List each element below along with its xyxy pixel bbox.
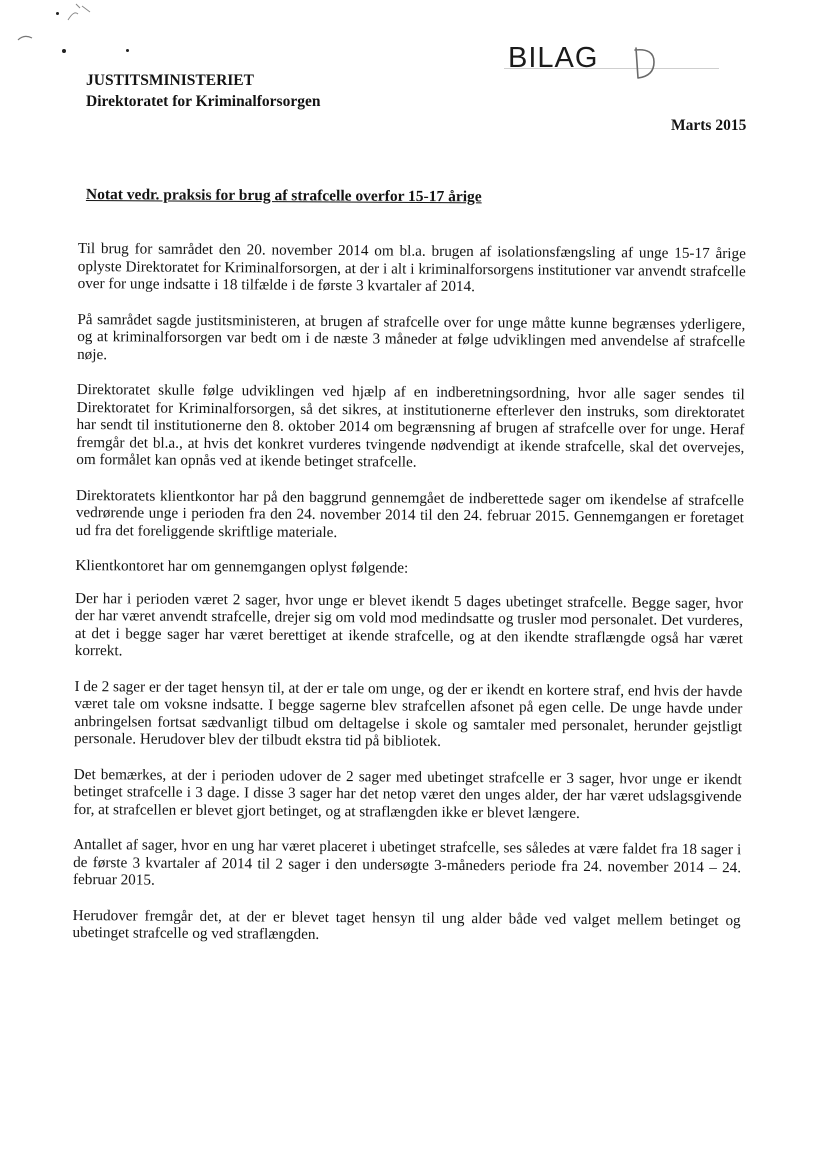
scan-scribble bbox=[64, 2, 94, 24]
bilag-stamp: BILAG bbox=[508, 42, 599, 74]
document-title: Notat vedr. praksis for brug af strafcelle overfor 15-17 årige bbox=[85, 186, 482, 206]
scan-scribble bbox=[16, 32, 36, 44]
body-paragraph: Klientkontoret har om gennemgangen oplyst følgende: bbox=[75, 556, 409, 577]
document-date: Marts 2015 bbox=[671, 117, 747, 134]
directorate-name: Direktoratet for Kriminalforsorgen bbox=[86, 93, 321, 110]
body-paragraph: Antallet af sager, hvor en ung har været placeret i ubetinget strafcelle, ses således at være faldet fra 18 sager i de første 3 kvartaler af 2014 til 2 sager i den undersøgte 3-måneders periode fra 24. november 2014 – 24. februar 2015. bbox=[72, 835, 742, 889]
stamp-underline bbox=[504, 68, 719, 69]
scan-speck bbox=[62, 49, 66, 53]
ministry-name: JUSTITSMINISTERIET bbox=[86, 72, 254, 89]
scan-speck bbox=[126, 49, 129, 52]
body-paragraph: Direktoratet skulle følge udviklingen ved hjælp af en indberetningsordning, hvor alle sager sendes til Direktoratet for Kriminalforsorgen, så det sikres, at institutionerne efterlever den instruks, som direktoratet har sendt til institutionerne den 8. oktober 2014 om begrænsning af brugen af strafcelle over for unge. Heraf fremgår det bl.a., at hvis det konkret vurderes tvingende nødvendigt at ikende strafcelle, skal det overvejes, om formålet kan opnås ved at ikende betinget strafcelle. bbox=[76, 380, 745, 471]
handwritten-letter-d bbox=[630, 44, 660, 84]
body-paragraph: Direktoratets klientkontor har på den baggrund gennemgået de indberettede sager om ikendelse af strafcelle vedrørende unge i perioden fra den 24. november 2014 til den 24. februar 2015. Gennemgangen er foretaget ud fra det foreliggende skriftlige materiale. bbox=[75, 486, 745, 541]
body-paragraph: Det bemærkes, at der i perioden udover de 2 sager med ubetinget strafcelle er 3 sager, hvor unge er ikendt betinget strafcelle i 3 dage. I disse 3 sager har det netop været den unges alder, der har været udslagsgivende for, at strafcellen er blevet gjort betinget, og at straflængden ikke er blevet længere. bbox=[73, 765, 742, 822]
body-paragraph: Herudover fremgår det, at der er blevet taget hensyn til ung alder både ved valget mellem betinget og ubetinget strafcelle og ved straflængden. bbox=[72, 906, 741, 943]
body-paragraph: I de 2 sager er der taget hensyn til, at der er tale om unge, og der er ikendt en kortere straf, end hvis der havde været tale om voksne indsatte. I begge sagerne blev strafcellen afsonet på egen celle. De unge havde under anbringelsen fortsat sædvanligt tilbud om deltagelse i skole og samtaler med personalet, herunder gejstligt personale. Herudover blev der tilbudt ekstra tid på bibliotek. bbox=[74, 677, 743, 750]
letterhead bbox=[86, 70, 320, 112]
body-paragraph: Der har i perioden været 2 sager, hvor unge er blevet ikendt 5 dages ubetinget strafcelle. Begge sager, hvor der har været anvendt strafcelle, drejer sig om vold mod medindsatte og trusler mod personalet. Det vurderes, at det i begge sager har været berettiget at ikende strafcelle, og at den ikendte straflængde også har været korrekt. bbox=[74, 589, 744, 660]
body-paragraph: Til brug for samrådet den 20. november 2014 om bl.a. brugen af isolationsfængsling af unge 15-17 årige oplyste Direktoratet for Kriminalforsorgen, at der i alt i kriminalforsorgens institutioner var anvendt strafcelle over for unge indsatte i 18 tilfælde i de første 3 kvartaler af 2014. bbox=[77, 240, 746, 296]
scan-speck bbox=[56, 12, 59, 15]
body-paragraph: På samrådet sagde justitsministeren, at brugen af strafcelle over for unge måtte kunne begrænses yderligere, og at kriminalforsorgen var bedt om i de næste 3 måneder at følge udviklingen med anvendelse af strafcelle nøje. bbox=[77, 310, 746, 363]
document-body bbox=[72, 240, 746, 965]
